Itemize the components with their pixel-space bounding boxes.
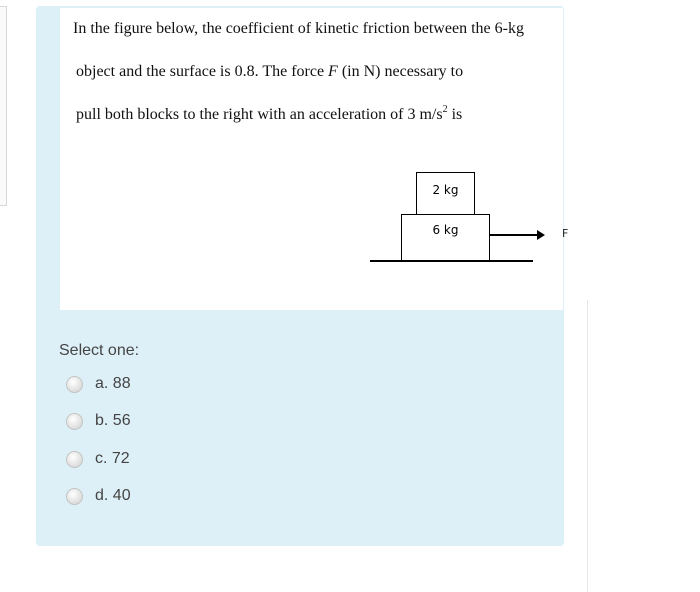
- question-line-1: In the figure below, the coefficient of kinetic friction between the 6-kg: [73, 20, 524, 37]
- divider: [587, 300, 588, 592]
- option-label: c. 72: [95, 450, 130, 467]
- force-arrow-shaft: [490, 234, 540, 236]
- left-panel-edge: [0, 6, 7, 206]
- exponent: 2: [442, 104, 448, 115]
- question-line-3-end: is: [447, 106, 463, 123]
- option-label: b. 56: [95, 412, 131, 429]
- force-label: F: [562, 227, 569, 240]
- option-b[interactable]: [66, 408, 131, 434]
- select-one-label: Select one:: [59, 342, 140, 359]
- top-block-2kg: 2 kg: [416, 172, 475, 215]
- option-d[interactable]: [66, 483, 131, 509]
- option-label: d. 40: [95, 487, 131, 504]
- question-line-3-text: pull both blocks to the right with an acceleration of 3 m/s: [76, 106, 443, 123]
- option-c[interactable]: [66, 446, 130, 472]
- radio-button[interactable]: [66, 488, 83, 505]
- surface-line: [370, 260, 533, 262]
- question-line-3: [76, 106, 462, 124]
- radio-button[interactable]: [66, 451, 83, 468]
- question-line-2: object and the surface is 0.8. The force F (in N) necessary to: [76, 63, 464, 80]
- block-figure: [370, 170, 580, 270]
- radio-button[interactable]: [66, 376, 83, 393]
- bottom-block-6kg: 6 kg: [401, 214, 490, 261]
- force-arrow-head-icon: [537, 230, 545, 240]
- option-label: a. 88: [95, 375, 131, 392]
- radio-button[interactable]: [66, 413, 83, 430]
- option-a[interactable]: [66, 371, 131, 397]
